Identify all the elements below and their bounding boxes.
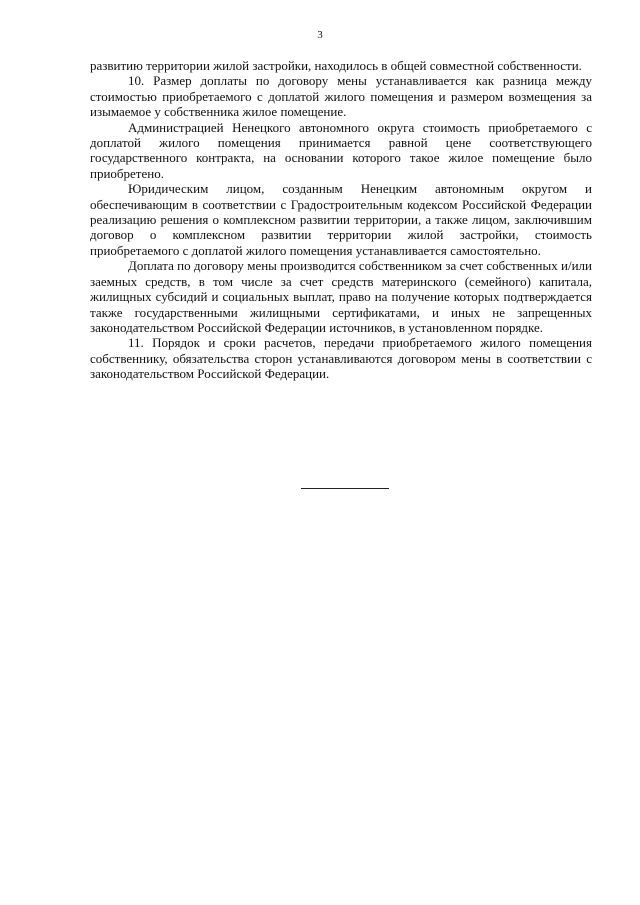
- paragraph-legal-entity-cost: Юридическим лицом, созданным Ненецким автономным округом и обеспечивающим в соответствии с Градостроительным кодексом Российской Федерации реализацию решения о комплексном развитии территории, а также лицом, заключившим договор о комплексном развитии территории жилой застройки, стоимость приобретаемого с доплатой жилого помещения устанавливается самостоятельно.: [90, 181, 592, 258]
- page-number: 3: [317, 29, 323, 41]
- document-body: [90, 58, 592, 382]
- paragraph-continuation: развитию территории жилой застройки, находилось в общей совместной собственности.: [90, 58, 582, 73]
- paragraph-item-10: 10. Размер доплаты по договору мены устанавливается как разница между стоимостью приобретаемого с доплатой жилого помещения и размером возмещения за изымаемое у собственника жилое помещение.: [90, 73, 592, 120]
- paragraph-administration-cost: Администрацией Ненецкого автономного округа стоимость приобретаемого с доплатой жилого помещения принимается равной цене соответствующего государственного контракта, на основании которого такое жилое помещение было приобретено.: [90, 119, 592, 181]
- paragraph-payment-sources: Доплата по договору мены производится собственником за счет собственных и/или заемных средств, в том числе за счет средств материнского (семейного) капитала, жилищных субсидий и социальных выплат, право на получение которых подтверждается также государственными жилищными сертификатами, и иных не запрещенных законодательством Российской Федерации источников, в установленном порядке.: [90, 258, 592, 335]
- end-of-document-rule: [301, 488, 389, 489]
- paragraph-item-11: 11. Порядок и сроки расчетов, передачи приобретаемого жилого помещения собственнику, обязательства сторон устанавливаются договором мены в соответствии с законодательством Российской Федерации.: [90, 335, 592, 382]
